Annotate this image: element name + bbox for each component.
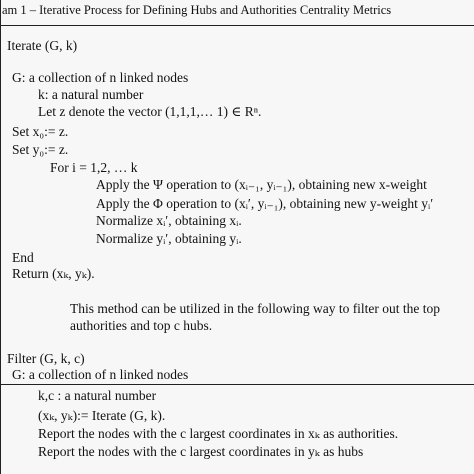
filter-g-line: G: a collection of n linked nodes <box>12 367 189 382</box>
report-hubs-line: Report the nodes with the c largest coordinates in yₖ as hubs <box>38 444 364 459</box>
apply-psi-line: Apply the Ψ operation to (xᵢ₋₁, yᵢ₋₁), obtaining new x-weight <box>96 177 427 192</box>
method-line-2: authorities and top c hubs. <box>70 318 213 333</box>
apply-phi-line: Apply the Φ operation to (xᵢ′, yᵢ₋₁), obtaining new y-weight yᵢ′ <box>96 196 434 211</box>
iterate-header: Iterate (G, k) <box>7 38 78 53</box>
filter-header: Filter (G, k, c) <box>7 351 85 366</box>
rule-middle <box>0 384 474 385</box>
iterate-k-line: k: a natural number <box>38 87 144 102</box>
end-line: End <box>12 250 34 265</box>
set-x-line: Set x₀:= z. <box>12 124 69 139</box>
caption: am 1 – Iterative Process for Defining Hubs and Authorities Centrality Metrics <box>2 3 392 17</box>
iterate-g-line: G: a collection of n linked nodes <box>12 70 189 85</box>
rule-left <box>0 0 1 474</box>
filter-kc-line: k,c : a natural number <box>38 388 157 403</box>
set-y-line: Set y₀:= z. <box>12 142 69 157</box>
normalize-y-line: Normalize yᵢ′, obtaining yᵢ. <box>96 231 242 246</box>
return-line: Return (xₖ, yₖ). <box>12 266 95 281</box>
normalize-x-line: Normalize xᵢ′, obtaining xᵢ. <box>96 213 242 228</box>
filter-assign-line: (xₖ, yₖ):= Iterate (G, k). <box>38 408 166 423</box>
rule-top <box>0 25 474 26</box>
report-authorities-line: Report the nodes with the c largest coordinates in xₖ as authorities. <box>38 426 399 441</box>
for-line: For i = 1,2, … k <box>50 160 138 175</box>
iterate-z-line: Let z denote the vector (1,1,1,… 1) ∈ Rⁿ. <box>38 104 262 119</box>
method-line-1: This method can be utilized in the following way to filter out the top <box>70 301 441 316</box>
